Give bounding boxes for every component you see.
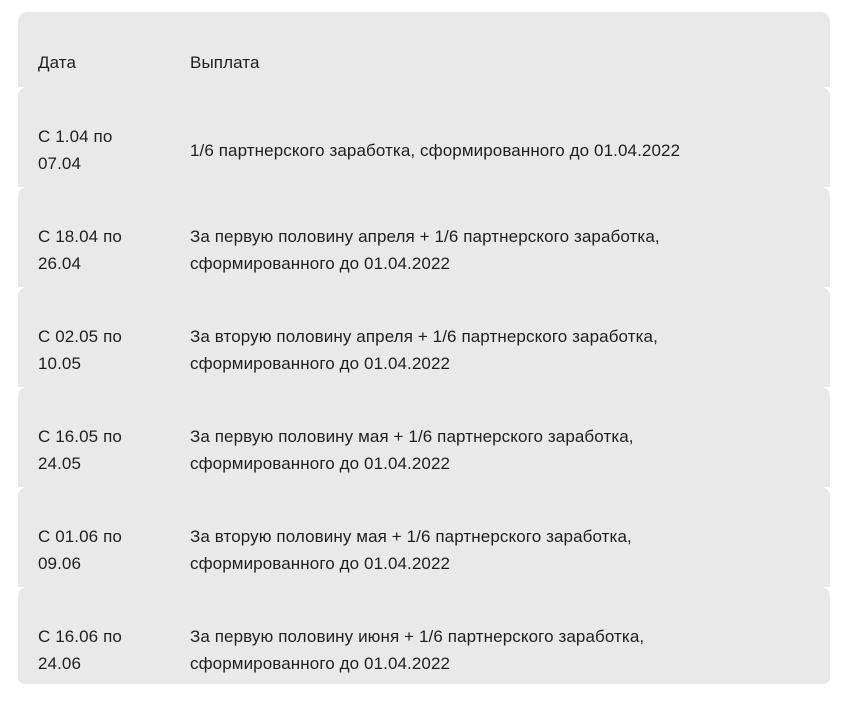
date-column-header: Дата bbox=[38, 53, 77, 72]
payment-line: сформированного до 01.04.2022 bbox=[190, 554, 451, 573]
payment-line: сформированного до 01.04.2022 bbox=[190, 454, 451, 473]
payment-line: За вторую половину апреля + 1/6 партнерского заработка, bbox=[190, 327, 658, 346]
table-row bbox=[18, 87, 830, 187]
date-line: С 1.04 по bbox=[38, 127, 113, 146]
payment-line: сформированного до 01.04.2022 bbox=[190, 654, 451, 673]
table-row bbox=[18, 187, 830, 287]
date-line: 10.05 bbox=[38, 354, 82, 373]
payment-cell bbox=[190, 223, 810, 277]
payment-cell bbox=[190, 623, 810, 677]
date-line: С 16.05 по bbox=[38, 427, 122, 446]
table-header-row bbox=[18, 12, 830, 87]
table-row bbox=[18, 587, 830, 684]
date-cell bbox=[38, 623, 190, 677]
date-cell bbox=[38, 523, 190, 577]
date-line: 26.04 bbox=[38, 254, 82, 273]
table-row bbox=[18, 487, 830, 587]
date-line: С 01.06 по bbox=[38, 527, 122, 546]
date-line: С 18.04 по bbox=[38, 227, 122, 246]
table-row bbox=[18, 287, 830, 387]
payment-line: сформированного до 01.04.2022 bbox=[190, 254, 451, 273]
payment-line: За вторую половину мая + 1/6 партнерского заработка, bbox=[190, 527, 632, 546]
table-row bbox=[18, 387, 830, 487]
date-line: 24.05 bbox=[38, 454, 82, 473]
payment-line: За первую половину июня + 1/6 партнерского заработка, bbox=[190, 627, 645, 646]
payment-cell bbox=[190, 137, 810, 164]
payment-line: За первую половину апреля + 1/6 партнерского заработка, bbox=[190, 227, 660, 246]
table-body bbox=[18, 87, 830, 684]
date-cell bbox=[38, 123, 190, 177]
payout-schedule-table bbox=[18, 12, 830, 684]
payment-line: сформированного до 01.04.2022 bbox=[190, 354, 451, 373]
payment-column-header: Выплата bbox=[190, 53, 260, 72]
payment-cell bbox=[190, 523, 810, 577]
date-cell bbox=[38, 223, 190, 277]
date-line: 07.04 bbox=[38, 154, 82, 173]
date-line: 24.06 bbox=[38, 654, 82, 673]
payment-cell bbox=[190, 323, 810, 377]
date-cell bbox=[38, 423, 190, 477]
date-cell bbox=[38, 323, 190, 377]
payment-line: За первую половину мая + 1/6 партнерского заработка, bbox=[190, 427, 634, 446]
payment-cell bbox=[190, 423, 810, 477]
payment-line: 1/6 партнерского заработка, сформированного до 01.04.2022 bbox=[190, 140, 681, 160]
date-line: С 16.06 по bbox=[38, 627, 122, 646]
date-line: 09.06 bbox=[38, 554, 82, 573]
date-line: С 02.05 по bbox=[38, 327, 122, 346]
